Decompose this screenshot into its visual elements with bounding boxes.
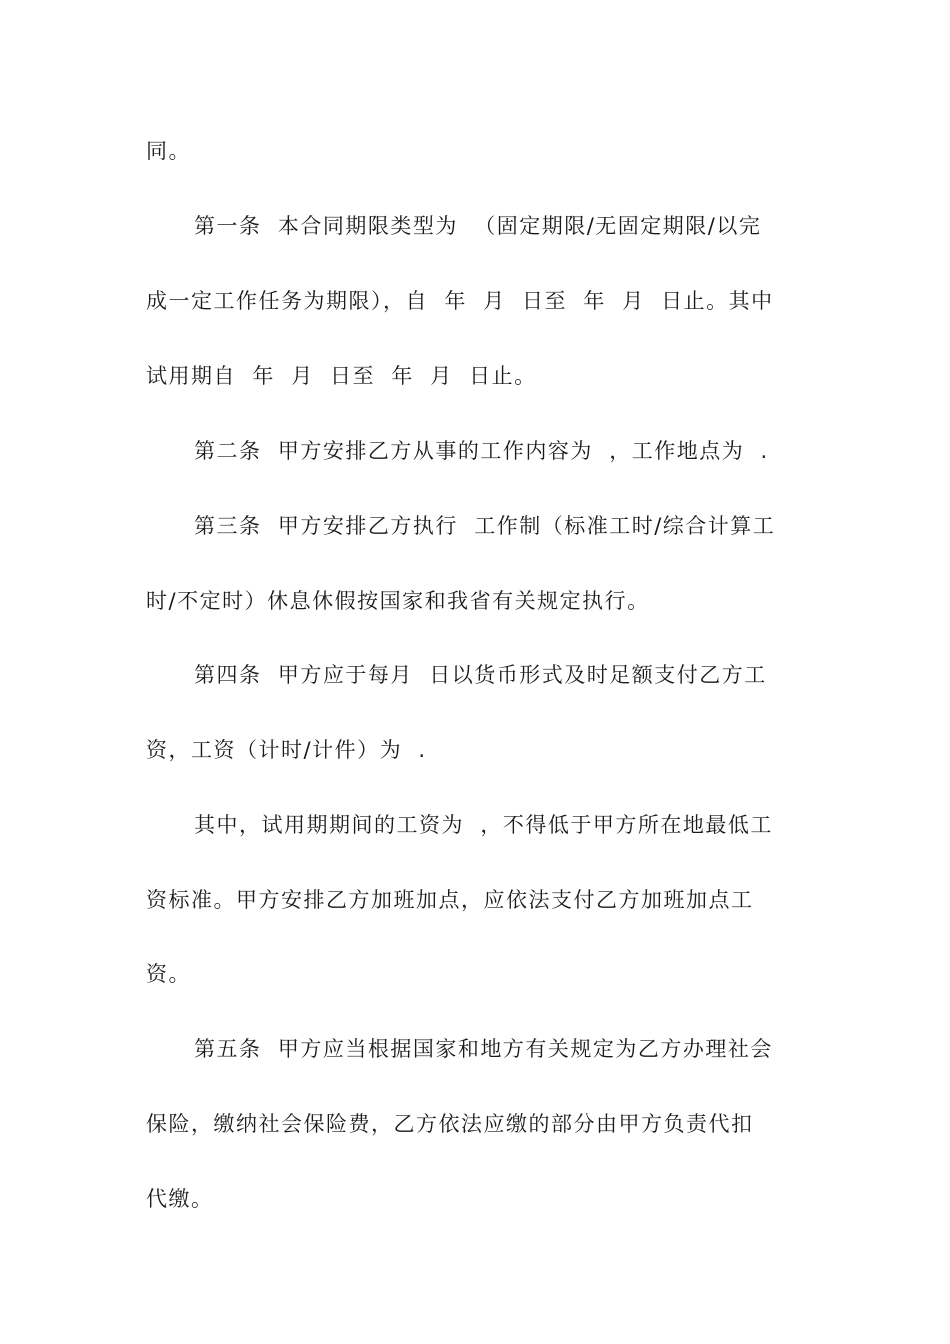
article-1-line-2: 成一定工作任务为期限），自 年 月 日至 年 月 日止。其中 bbox=[146, 289, 774, 313]
article-4-para-2-line-3: 资。 bbox=[146, 962, 191, 986]
article-5-line-2: 保险，缴纳社会保险费，乙方依法应缴的部分由甲方负责代扣 bbox=[146, 1112, 754, 1136]
article-4-line-2: 资，工资（计时/计件）为 . bbox=[146, 738, 427, 762]
article-3-line-1: 第三条 甲方安排乙方执行 工作制（标准工时/综合计算工 bbox=[194, 514, 776, 538]
article-4-line-1: 第四条 甲方应于每月 日以货币形式及时足额支付乙方工 bbox=[194, 663, 767, 687]
article-3-line-2: 时/不定时）休息休假按国家和我省有关规定执行。 bbox=[146, 589, 650, 613]
article-4-para-2-line-1: 其中，试用期期间的工资为 ，不得低于甲方所在地最低工 bbox=[194, 813, 773, 837]
text-line-1: 同。 bbox=[146, 139, 191, 163]
article-5-line-1: 第五条 甲方应当根据国家和地方有关规定为乙方办理社会 bbox=[194, 1037, 773, 1061]
article-1-line-1: 第一条 本合同期限类型为 （固定期限/无固定期限/以完 bbox=[194, 214, 762, 238]
article-5-line-3: 代缴。 bbox=[146, 1187, 214, 1211]
article-2-line-1: 第二条 甲方安排乙方从事的工作内容为 ，工作地点为 . bbox=[194, 439, 769, 463]
article-1-line-3: 试用期自 年 月 日至 年 月 日止。 bbox=[146, 364, 537, 388]
article-4-para-2-line-2: 资标准。甲方安排乙方加班加点，应依法支付乙方加班加点工 bbox=[146, 888, 754, 912]
